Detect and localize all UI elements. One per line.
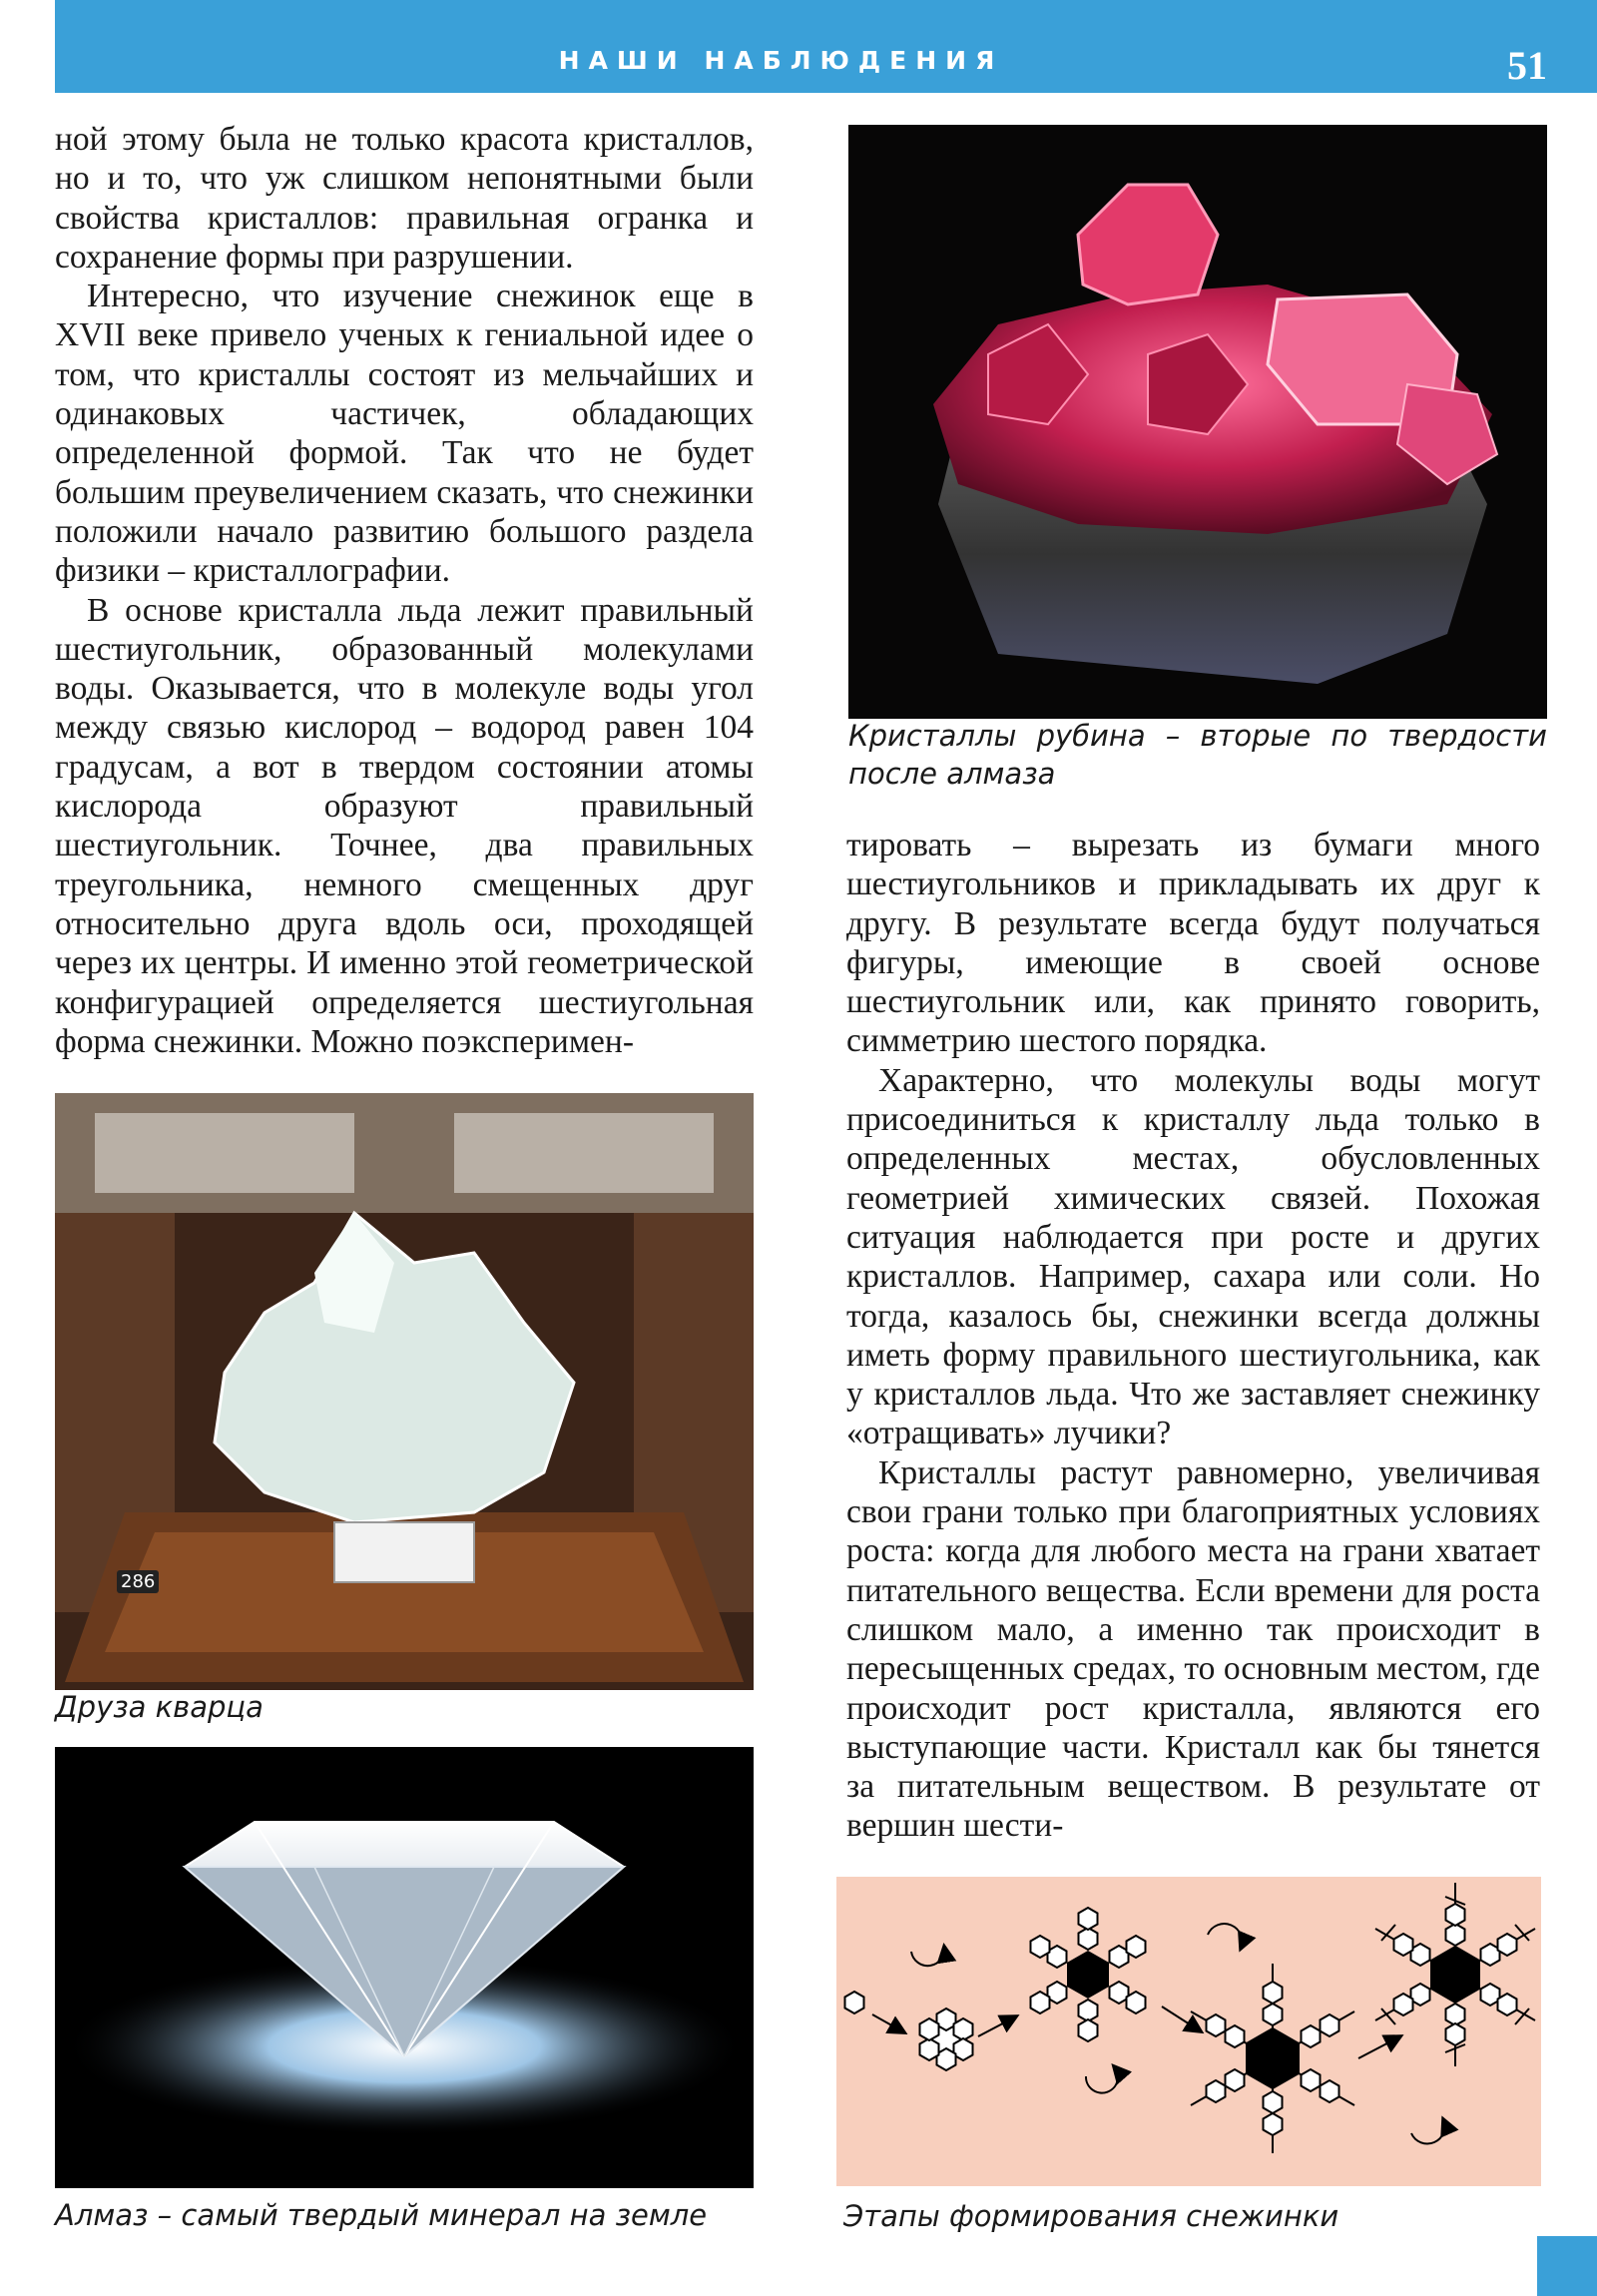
right-column-text bbox=[846, 826, 1540, 1846]
page-number: 51 bbox=[1507, 43, 1547, 88]
paragraph: тировать – вырезать из бумаги много шестиугольников и прикладывать их друг к другу. В результате всегда будут получаться фигуры, имеющие в своей основе шестиугольник или, как принято говорить, симметрию шестого порядка. bbox=[846, 827, 1540, 1060]
quartz-druse-photo bbox=[55, 1093, 754, 1690]
snowflake-caption: Этапы формирования снежинки bbox=[843, 2199, 1339, 2233]
page-header bbox=[55, 0, 1597, 93]
quartz-caption: Друза кварца bbox=[55, 1690, 264, 1724]
paragraph: Характерно, что молекулы воды могут присоединиться к кристаллу льда только в определенных местах, обусловленных геометрией химических связей. Похожая ситуация наблюдается при росте и других кристаллов. Например, сахара или соли. Но тогда, казалось бы, снежинки всегда должны иметь форму правильного шестиугольника, как у кристаллов льда. Что же заставляет снежинку «отращивать» лучики? bbox=[846, 1061, 1540, 1452]
paragraph: В основе кристалла льда лежит правильный шестиугольник, образованный молекулами воды. Оказывается, что в молекуле воды угол между связью кислород – водород равен 104 градусам, а вот в твердом состоянии атомы кислорода образуют правильный шестиугольник. Точнее, два правильных треугольника, немного смещенных друг относительно друга вдоль оси, проходящей через их центры. И именно этой геометрической конфигурацией определяется шестиугольная форма снежинки. Можно поэксперимен- bbox=[55, 591, 754, 1060]
paragraph: ной этому была не только красота кристаллов, но и то, что уж слишком непонятными были свойства кристаллов: правильная огранка и сохранение формы при разрушении. bbox=[55, 121, 754, 276]
ruby-caption: Кристаллы рубина – вторые по твердости после алмаза bbox=[848, 719, 1547, 791]
exhibit-number: 286 bbox=[117, 1570, 159, 1593]
left-column-text bbox=[55, 120, 754, 1061]
diamond-photo bbox=[55, 1747, 754, 2188]
page-edge-tab bbox=[1537, 2236, 1597, 2296]
snowflake-formation-diagram bbox=[836, 1877, 1541, 2186]
paragraph: Интересно, что изучение снежинок еще в XVII веке привело ученых к гениальной идее о том, что кристаллы состоят из мельчайших и одинаковых частичек, обладающих определенной формой. Так что не будет большим преувеличением сказать, что снежинки положили начало развитию большого раздела физики – кристаллографии. bbox=[55, 278, 754, 590]
paragraph: Кристаллы растут равномерно, увеличивая свои грани только при благоприятных условиях роста: когда для любого места на грани хватает питательного вещества. Если времени для роста слишком мало, а именно так происходит в пересыщенных средах, то основным местом, где происходит рост кристалла, являются его выступающие части. Кристалл как бы тянется за питательным веществом. В результате от вершин шести- bbox=[846, 1453, 1540, 1845]
diamond-caption: Алмаз – самый твердый минерал на земле bbox=[55, 2198, 708, 2232]
section-title: НАШИ НАБЛЮДЕНИЯ bbox=[558, 46, 1004, 75]
ruby-crystals-photo bbox=[848, 125, 1547, 719]
